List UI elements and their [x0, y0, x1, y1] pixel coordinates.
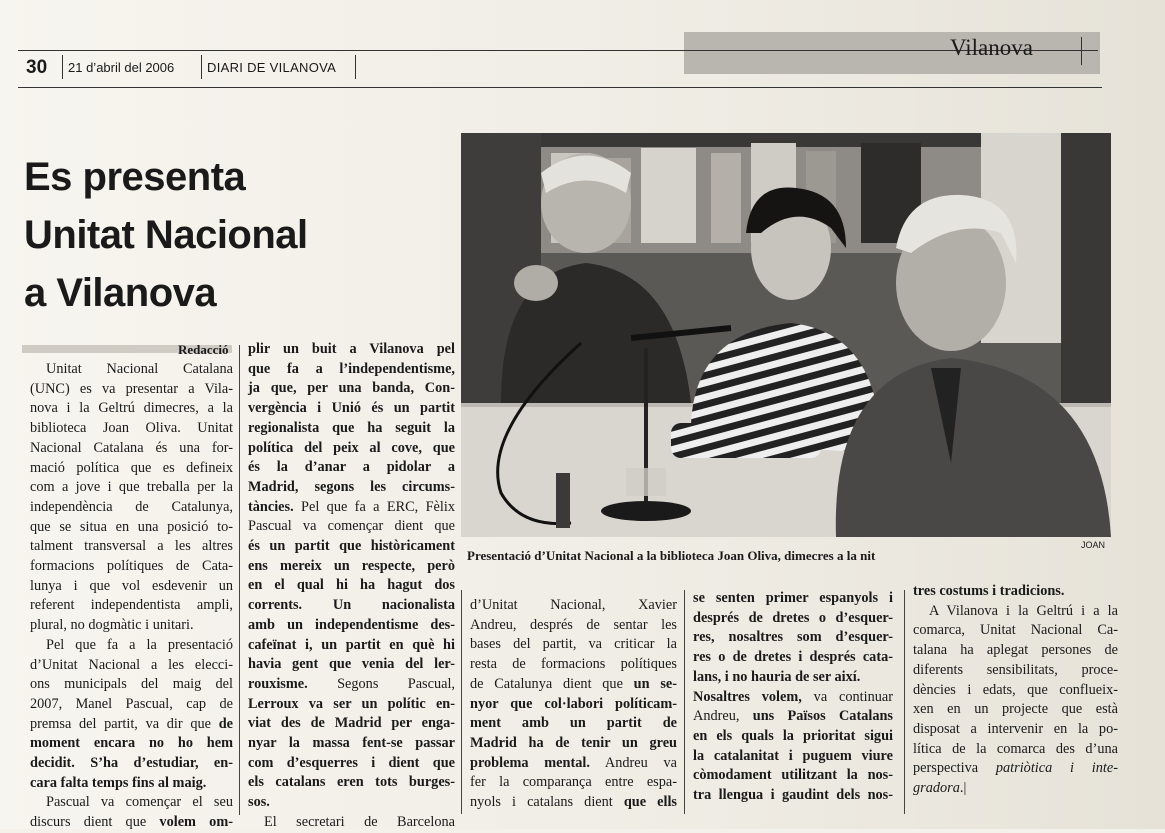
text-line: Lerroux va ser un polític en- — [248, 695, 455, 712]
text-run: perspectiva — [913, 760, 996, 777]
newspaper-name: DIARI DE VILANOVA — [207, 60, 337, 75]
text-line: disposat a intervenir en la po- — [913, 720, 1118, 737]
text-line: com a jove i que treballa per la — [30, 479, 233, 496]
text-run: Pel que fa a ERC, Fèlix — [293, 498, 455, 515]
text-run-bold: de — [218, 715, 233, 732]
section-title: Vilanova — [950, 35, 1033, 60]
text-line: res o de dretes i després cata- — [693, 649, 893, 666]
text-line: diferents sensibilitats, proce- — [913, 661, 1118, 678]
text-run-bold: volem om- — [159, 814, 233, 831]
text-run: premsa del partit, va dir que — [30, 715, 219, 732]
text-line: dències i edats, que conflueix- — [913, 681, 1118, 698]
text-line: nyar la massa fent-se passar — [248, 735, 455, 752]
text-run: Segons Pascual, — [307, 675, 455, 692]
text-line: resta de formacions polítiques — [470, 656, 677, 673]
text-line: Pascual va començar el seu — [46, 794, 233, 811]
text-run-bold: que ells — [623, 794, 677, 811]
text-line: formacions polítiques de Cata- — [30, 558, 233, 575]
text-run: Andreu va — [589, 754, 677, 771]
text-run: discurs dient que — [30, 814, 160, 831]
text-run-italic: gradora — [913, 780, 960, 797]
text-line: que se situa en una posició to- — [30, 518, 233, 535]
text-line: lunya i que vol esdevenir un — [30, 577, 233, 594]
article-column-4 — [693, 589, 893, 806]
text-line: nova i la Geltrú dimecres, a la — [30, 400, 233, 417]
section-band — [684, 32, 1100, 74]
text-line: després de dretes o d’esquer- — [693, 609, 893, 626]
text-run-bold: uns Països Catalans — [752, 708, 893, 725]
text-line: El secretari de Barcelona — [264, 813, 455, 830]
text-run-bold: Nosaltres volem, — [693, 688, 802, 705]
text-line: d’Unitat Nacional a les elecci- — [30, 656, 233, 673]
article-column-2 — [248, 340, 455, 833]
issue-date: 21 d’abril del 2006 — [68, 60, 175, 75]
photo-credit: JOAN — [1081, 540, 1106, 550]
text-line — [470, 793, 677, 813]
text-run: Andreu, — [693, 708, 753, 725]
text-run: .| — [959, 780, 967, 797]
text-line: Pel que fa a la presentació — [46, 636, 233, 653]
text-line — [913, 779, 1118, 799]
article-headline — [24, 148, 444, 322]
text-line: biblioteca Joan Oliva. Unitat — [30, 420, 233, 437]
text-line: referent independentista ampli, — [30, 597, 233, 614]
text-line — [693, 707, 893, 727]
text-line — [30, 734, 233, 754]
text-line — [693, 688, 893, 708]
text-line: lítica de la comarca des d’una — [913, 740, 1118, 757]
text-line: política del peix al cove, que — [248, 439, 455, 456]
text-run-bold: tàncies. — [248, 498, 294, 515]
text-line — [30, 715, 233, 735]
text-line — [248, 675, 455, 695]
text-line — [470, 675, 677, 695]
text-line: en els quals la prioritat sigui — [693, 727, 893, 744]
text-line: tres costums i tradicions. — [913, 583, 1065, 599]
text-line: regionalista que ha seguit la — [248, 419, 455, 436]
header-divider — [355, 55, 356, 79]
article-column-3 — [470, 596, 677, 813]
text-line: corrents. Un nacionalista — [248, 597, 455, 614]
text-run-bold: cara falta temps fins al maig. — [30, 774, 207, 791]
column-rule — [904, 590, 905, 814]
text-line — [248, 498, 455, 518]
text-line: 2007, Manel Pascual, cap de — [30, 695, 233, 712]
text-line: d’Unitat Nacional, Xavier — [470, 597, 677, 613]
text-line: com d’esquerres i dient que — [248, 754, 455, 771]
text-run-bold: moment encara no ho hem — [30, 735, 233, 752]
text-line: havia gent que venia del ler- — [248, 656, 455, 673]
text-line: Andreu, després de sentar les — [470, 616, 677, 633]
text-line: bases del partit, va criticar la — [470, 636, 677, 653]
text-line: que fa a l’independentisme, — [248, 360, 455, 377]
photo-illustration — [461, 133, 1111, 537]
text-line: en el qual hi ha hagut dos — [248, 577, 455, 594]
text-line: independència de Catalunya, — [30, 498, 233, 515]
column-rule — [684, 590, 685, 814]
text-run-bold: rouxisme. — [248, 675, 308, 692]
text-run: nyols i catalans dient — [470, 794, 624, 811]
text-line — [30, 754, 233, 774]
text-run: de Catalunya dient que — [470, 675, 634, 692]
headline-line: Es presenta — [24, 155, 246, 199]
text-line: talment transversal a les altres — [30, 538, 233, 555]
text-run: va continuar — [801, 688, 893, 705]
column-rule — [461, 590, 462, 814]
text-line: xen en un projecte que està — [913, 701, 1118, 718]
text-line: ens mereix un respecte, però — [248, 557, 455, 574]
article-photo — [461, 133, 1111, 537]
text-line: (UNC) es va presentar a Vila- — [30, 380, 233, 397]
text-line — [470, 754, 677, 774]
text-line: Madrid, segons les circums- — [248, 478, 455, 495]
article-byline: Redacció — [178, 342, 229, 357]
text-line: nyor que col·labori políticam- — [470, 695, 677, 712]
text-run-bold: decidit. S’ha d’estudiar, en- — [30, 755, 233, 772]
text-line: és la d’anar a pidolar a — [248, 459, 455, 476]
text-line: viat des de Madrid per enga- — [248, 715, 455, 732]
text-line: res, nosaltres som d’esquer- — [693, 629, 893, 646]
text-line: ment amb un partit de — [470, 715, 677, 732]
header-divider — [62, 55, 63, 79]
text-line: talana ha aplegat persones de — [913, 642, 1118, 659]
text-line: cafeïnat i, un partit en què hi — [248, 636, 455, 653]
text-line: és un partit que històricament — [248, 538, 455, 555]
text-line: vergència i Unió és un partit — [248, 400, 455, 417]
text-line: tra llengua i gaudint dels nos- — [693, 787, 893, 804]
text-line: plir un buit a Vilanova pel — [248, 341, 455, 357]
text-line — [30, 774, 233, 794]
headline-line: a Vilanova — [24, 271, 217, 315]
page-number: 30 — [26, 57, 48, 78]
text-line: mació política que es defineix — [30, 459, 233, 476]
text-line — [30, 813, 233, 833]
text-run-bold: problema mental. — [470, 754, 590, 771]
header-divider — [1081, 37, 1082, 65]
text-line: fer la comparança entre espa- — [470, 774, 677, 791]
text-line: plural, no dogmàtic i unitari. — [30, 617, 194, 634]
text-line: amb un independentisme des- — [248, 616, 455, 633]
photo-caption: Presentació d’Unitat Nacional a la biblioteca Joan Oliva, dimecres a la nit — [467, 548, 876, 563]
text-line — [913, 759, 1118, 779]
text-line: els catalans eren tots burges- — [248, 774, 455, 791]
text-line: comarca, Unitat Nacional Ca- — [913, 622, 1118, 639]
text-run-bold: un se- — [633, 675, 677, 692]
text-line: lans, i no hauria de ser així. — [693, 668, 861, 685]
column-rule — [239, 345, 240, 815]
text-line: ja que, per una banda, Con- — [248, 380, 455, 397]
text-line: Pascual va començar dient que — [248, 518, 455, 535]
text-line: la catalanitat i puguem viure — [693, 747, 893, 764]
header-rule-top — [18, 50, 1098, 51]
article-column-5 — [913, 582, 1118, 799]
header-divider — [201, 55, 202, 79]
text-run-italic: patriòtica i inte- — [995, 760, 1118, 777]
text-line: còmodament utilitzant la nos- — [693, 767, 893, 784]
text-line: Unitat Nacional Catalana — [46, 361, 233, 377]
header-rule-bottom — [18, 87, 1102, 88]
text-line: ons municipals del maig del — [30, 676, 233, 693]
text-line: A Vilanova i la Geltrú i a la — [929, 602, 1118, 619]
text-line: sos. — [248, 794, 270, 811]
text-line: Madrid ha de tenir un greu — [470, 734, 677, 751]
text-line: se senten primer espanyols i — [693, 590, 893, 606]
headline-line: Unitat Nacional — [24, 213, 308, 257]
text-line: Nacional Catalana és una for- — [30, 439, 233, 456]
article-column-1 — [30, 360, 233, 833]
